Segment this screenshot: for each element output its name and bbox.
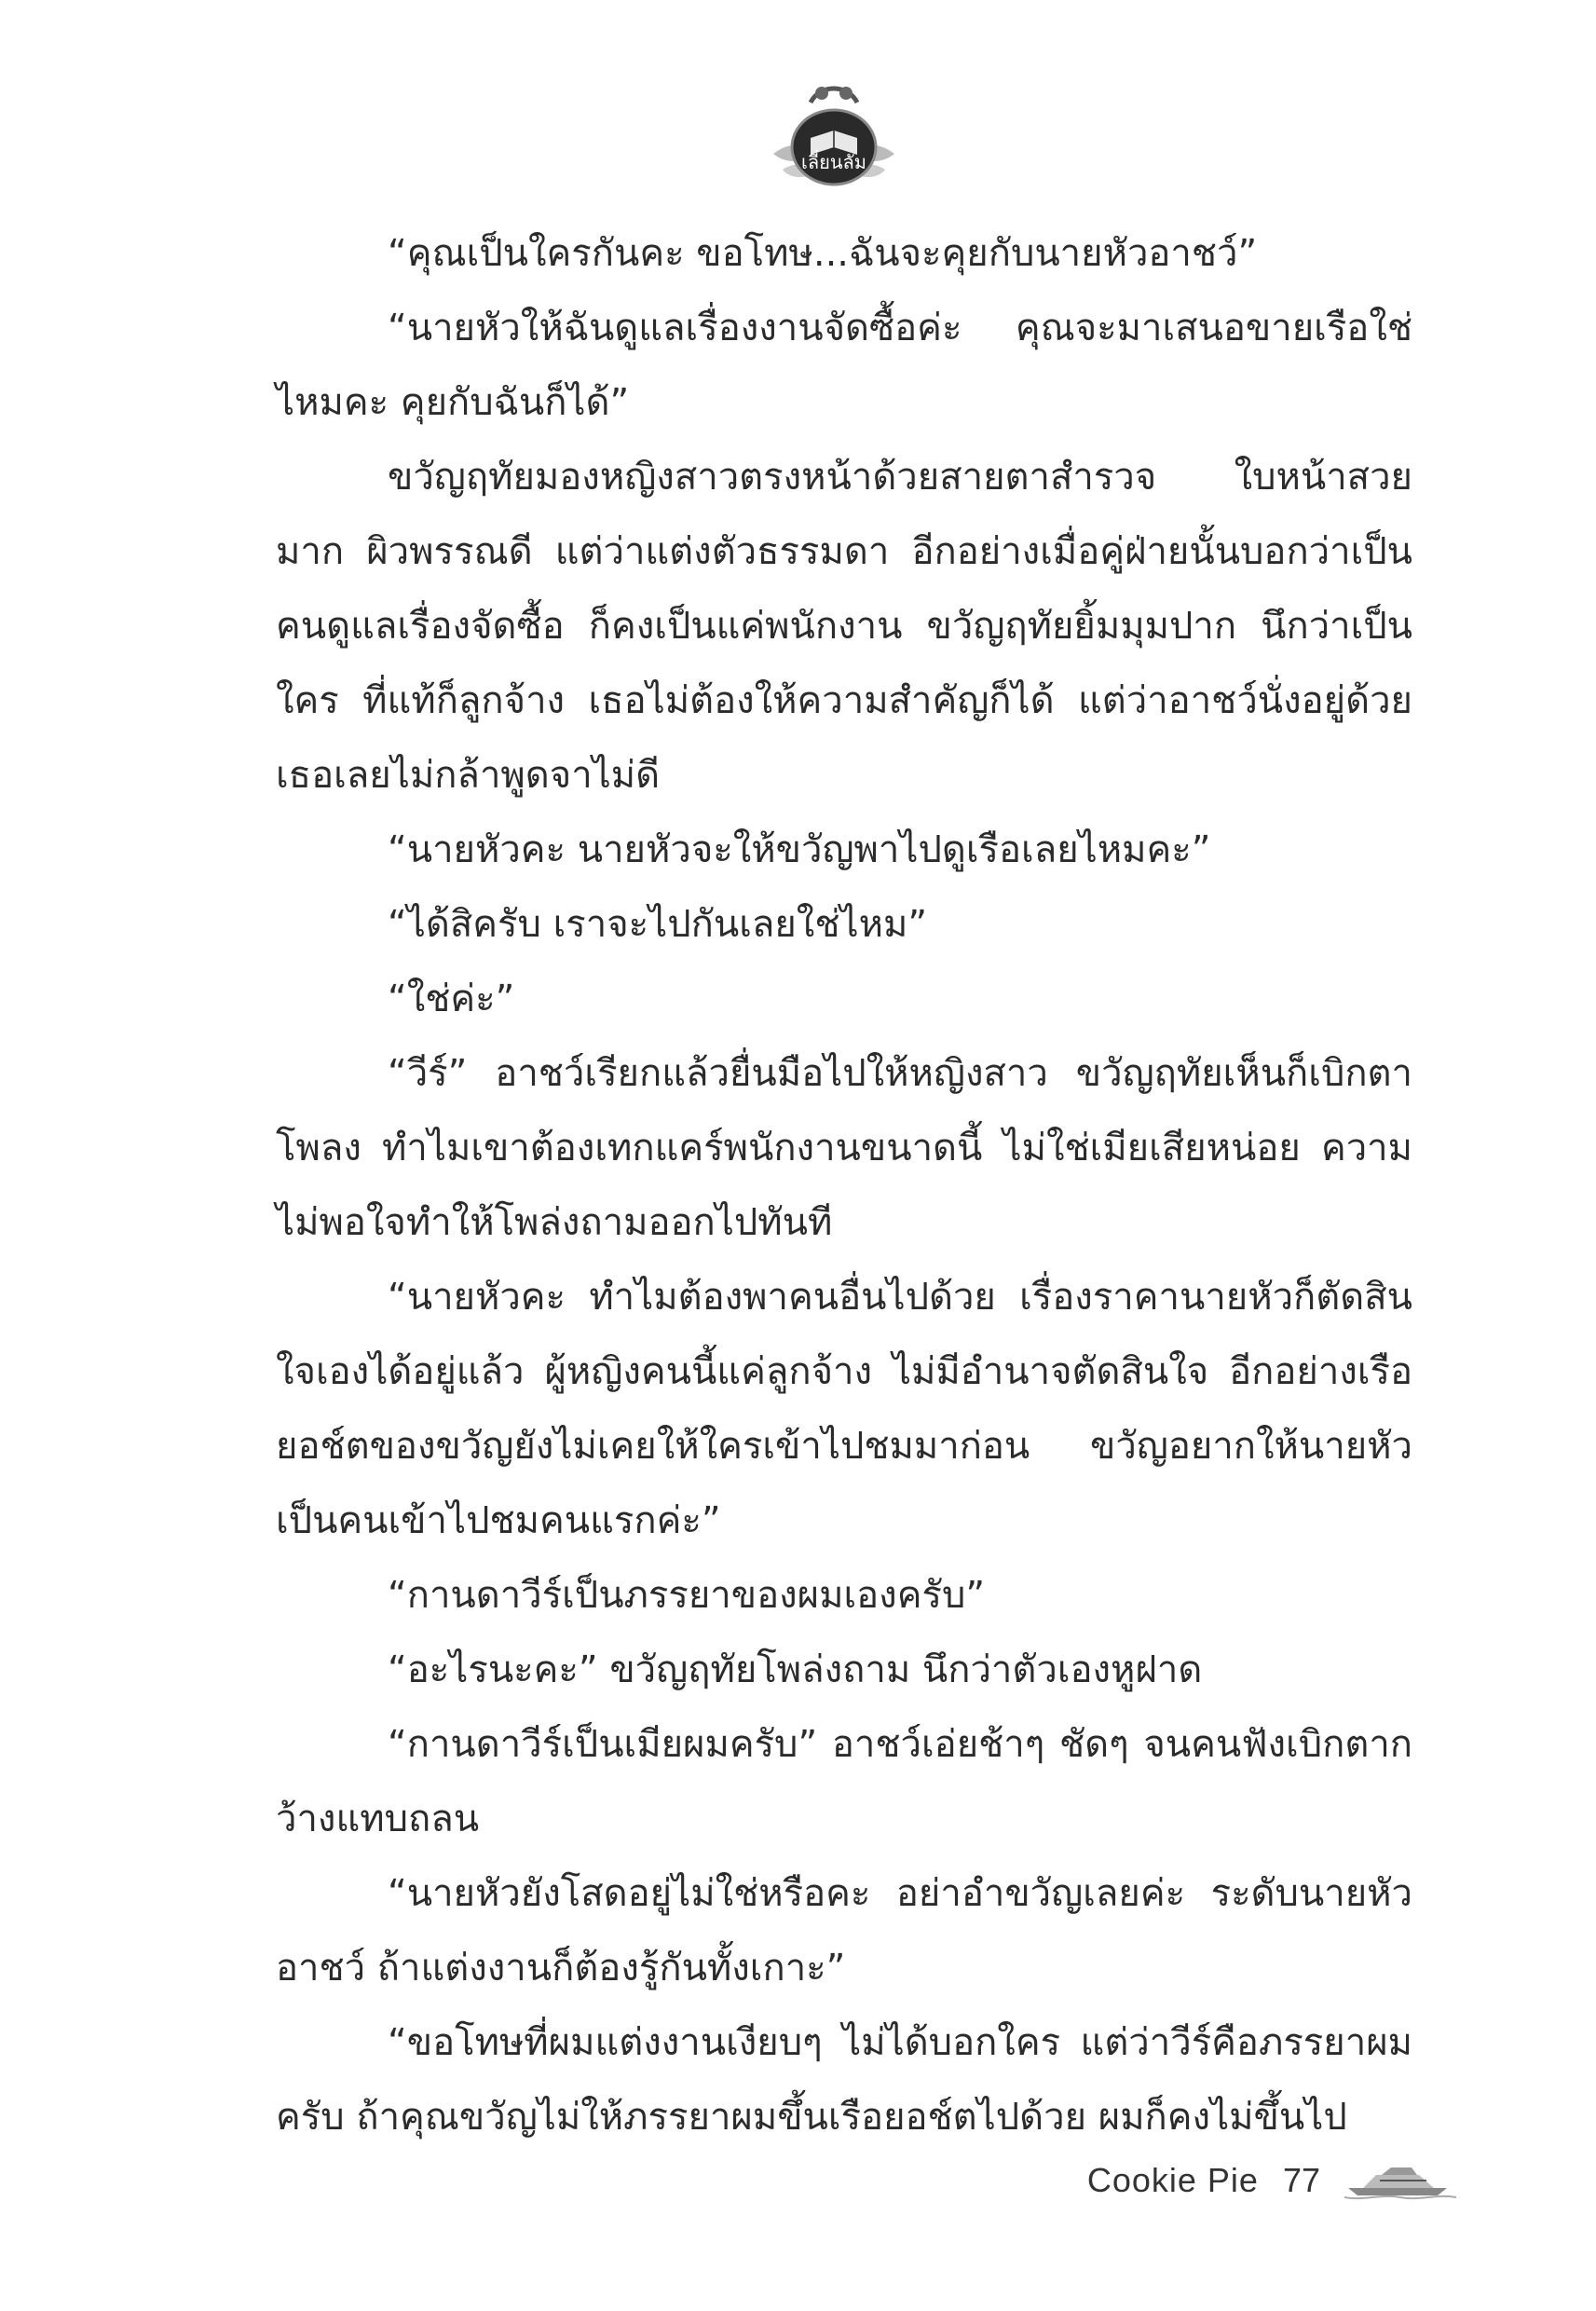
paragraph: “กานดาวีร์เป็นภรรยาของผมเองครับ” bbox=[388, 1574, 986, 1617]
logo-text: เลี่ยนลัม bbox=[801, 151, 866, 173]
author-name: Cookie Pie bbox=[1086, 2161, 1259, 2199]
paragraph: “ขอโทษที่ผมแต่งงานเงียบๆ ไม่ได้บอกใคร แต่ว่าวีร์คือภรรยาผมครับ ถ้าคุณขวัญไม่ให้ภรรยาผมขึ้นเรือยอช์ตไปด้วย ผมก็คงไม่ขึ้นไป bbox=[276, 2021, 1412, 2139]
paragraph: “ใช่ค่ะ” bbox=[388, 978, 515, 1020]
paragraph: “คุณเป็นใครกันคะ ขอโทษ...ฉันจะคุยกับนายหัวอาชว์” bbox=[388, 232, 1258, 275]
paragraph: “นายหัวคะ ทำไมต้องพาคนอื่นไปด้วย เรื่องราคานายหัวก็ตัดสินใจเองได้อยู่แล้ว ผู้หญิงคนนี้แค่ลูกจ้าง ไม่มีอำนาจตัดสินใจ อีกอย่างเรือยอช์ตของขวัญยังไม่เคยให้ใครเข้าไปชมมาก่อน ขวัญอยากให้นายหัวเป็นคนเข้าไปชมคนแรกค่ะ” bbox=[276, 1276, 1412, 1542]
paragraph: “นายหัวคะ นายหัวจะให้ขวัญพาไปดูเรือเลยไหมคะ” bbox=[388, 828, 1211, 871]
logo-emblem-icon bbox=[755, 65, 913, 205]
paragraph: “นายหัวยังโสดอยู่ไม่ใช่หรือคะ อย่าอำขวัญเลยค่ะ ระดับนายหัวอาชว์ ถ้าแต่งงานก็ต้องรู้กันทั้งเกาะ” bbox=[276, 1872, 1412, 1990]
publisher-logo bbox=[755, 65, 913, 205]
paragraph: ขวัญฤทัยมองหญิงสาวตรงหน้าด้วยสายตาสำรวจ ใบหน้าสวยมาก ผิวพรรณดี แต่ว่าแต่งตัวธรรมดา อีกอย่างเมื่อคู่ฝ่ายนั้นบอกว่าเป็นคนดูแลเรื่องจัดซื้อ ก็คงเป็นแค่พนักงาน ขวัญฤทัยยิ้มมุมปาก นึกว่าเป็นใคร ที่แท้ก็ลูกจ้าง เธอไม่ต้องให้ความสำคัญก็ได้ แต่ว่าอาชว์นั่งอยู่ด้วย เธอเลยไม่กล้าพูดจาไม่ดี bbox=[276, 456, 1412, 797]
paragraph: “กานดาวีร์เป็นเมียผมครับ” อาชว์เอ่ยช้าๆ ชัดๆ จนคนฟังเบิกตากว้างแทบถลน bbox=[276, 1723, 1412, 1840]
paragraph: “นายหัวให้ฉันดูแลเรื่องงานจัดซื้อค่ะ คุณจะมาเสนอขายเรือใช่ไหมคะ คุยกับฉันก็ได้” bbox=[276, 307, 1412, 424]
yacht-icon bbox=[1344, 2160, 1456, 2201]
page-number: 77 bbox=[1282, 2161, 1320, 2199]
page-body-text bbox=[276, 216, 1412, 2154]
paragraph: “ได้สิครับ เราจะไปกันเลยใช่ไหม” bbox=[388, 903, 928, 946]
page-footer bbox=[1087, 2153, 1456, 2208]
paragraph: “อะไรนะคะ” ขวัญฤทัยโพล่งถาม นึกว่าตัวเองหูฝาด bbox=[388, 1648, 1203, 1691]
paragraph: “วีร์” อาชว์เรียกแล้วยื่นมือไปให้หญิงสาว ขวัญฤทัยเห็นก็เบิกตาโพลง ทำไมเขาต้องเทกแคร์พนักงานขนาดนี้ ไม่ใช่เมียเสียหน่อย ความไม่พอใจทำให้โพล่งถามออกไปทันที bbox=[276, 1052, 1412, 1244]
